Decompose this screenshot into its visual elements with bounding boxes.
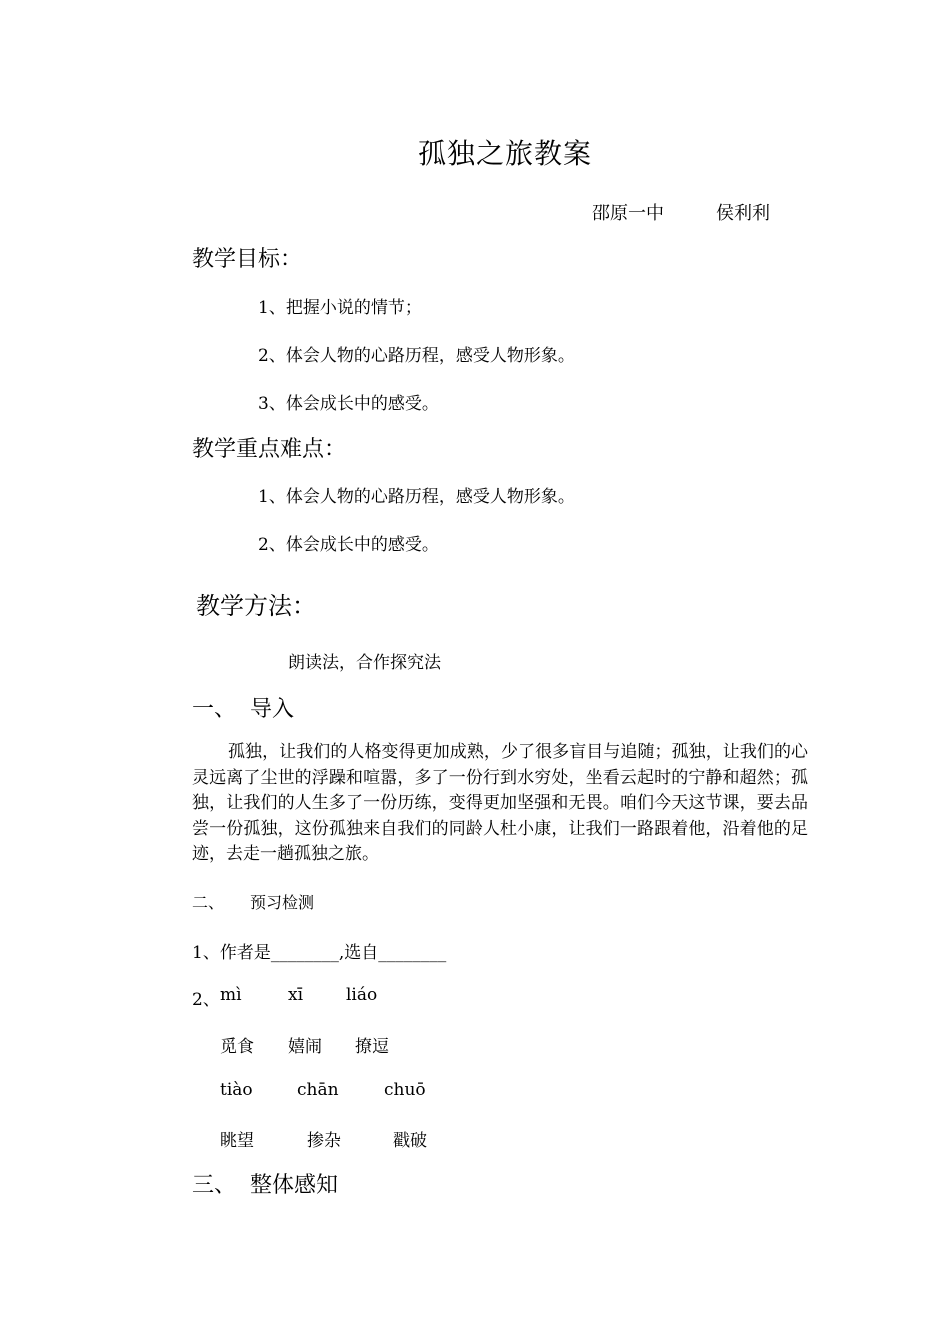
teacher-name: 侯利利 xyxy=(716,203,770,224)
pinyin-liao: liáo xyxy=(346,985,378,1005)
intro-paragraph: 孤独，让我们的人格变得更加成熟，少了很多盲目与追随；孤独，让我们的心灵远离了尘世的浮躁和喧嚣，多了一份行到水穷处，坐看云起时的宁静和超然；孤独，让我们的人生多了一份历练，变得更加坚强和无畏。咱们今天这节课，要去品尝一份孤独，这份孤独来自我们的同龄人杜小康，让我们一路跟着他，沿着他的足迹，去走一趟孤独之旅。 xyxy=(192,742,808,864)
objectives-heading: 教学目标： xyxy=(192,247,303,272)
pinyin-chan: chān xyxy=(297,1080,339,1100)
word-tiaowang: 眺望 xyxy=(220,1131,254,1151)
word-chanza: 掺杂 xyxy=(307,1131,341,1151)
section1-number: 一、 xyxy=(192,697,237,722)
word-liaodou: 撩逗 xyxy=(355,1037,389,1057)
section2-number: 二、 xyxy=(192,893,225,912)
objective-item-2: 2、体会人物的心路历程，感受人物形象。 xyxy=(258,346,575,366)
pinyin-mi: mì xyxy=(220,985,242,1005)
school-name: 邵原一中 xyxy=(592,203,664,224)
key-point-item-2: 2、体会成长中的感受。 xyxy=(258,535,439,555)
question-1: 1、作者是________,选自________ xyxy=(192,943,447,963)
word-mishi: 觅食 xyxy=(220,1037,254,1057)
objective-item-1: 1、把握小说的情节； xyxy=(258,298,422,318)
word-xinao: 嬉闹 xyxy=(288,1037,322,1057)
key-point-item-1: 1、体会人物的心路历程，感受人物形象。 xyxy=(258,487,575,507)
pinyin-tiao: tiào xyxy=(220,1080,253,1100)
section2-heading: 预习检测 xyxy=(250,893,315,912)
section3-number: 三、 xyxy=(192,1173,237,1198)
section1-heading: 导入 xyxy=(250,697,295,722)
word-chuopo: 戳破 xyxy=(393,1131,427,1151)
pinyin-xi: xī xyxy=(288,985,304,1005)
methods-heading: 教学方法： xyxy=(196,592,316,620)
methods-text: 朗读法，合作探究法 xyxy=(288,653,441,673)
pinyin-chuo: chuō xyxy=(384,1080,426,1100)
question-2-prefix: 2、 xyxy=(192,990,220,1010)
section3-heading: 整体感知 xyxy=(250,1173,339,1198)
objective-item-3: 3、体会成长中的感受。 xyxy=(258,394,439,414)
key-points-heading: 教学重点难点： xyxy=(192,437,347,462)
document-title: 孤独之旅教案 xyxy=(418,137,593,170)
